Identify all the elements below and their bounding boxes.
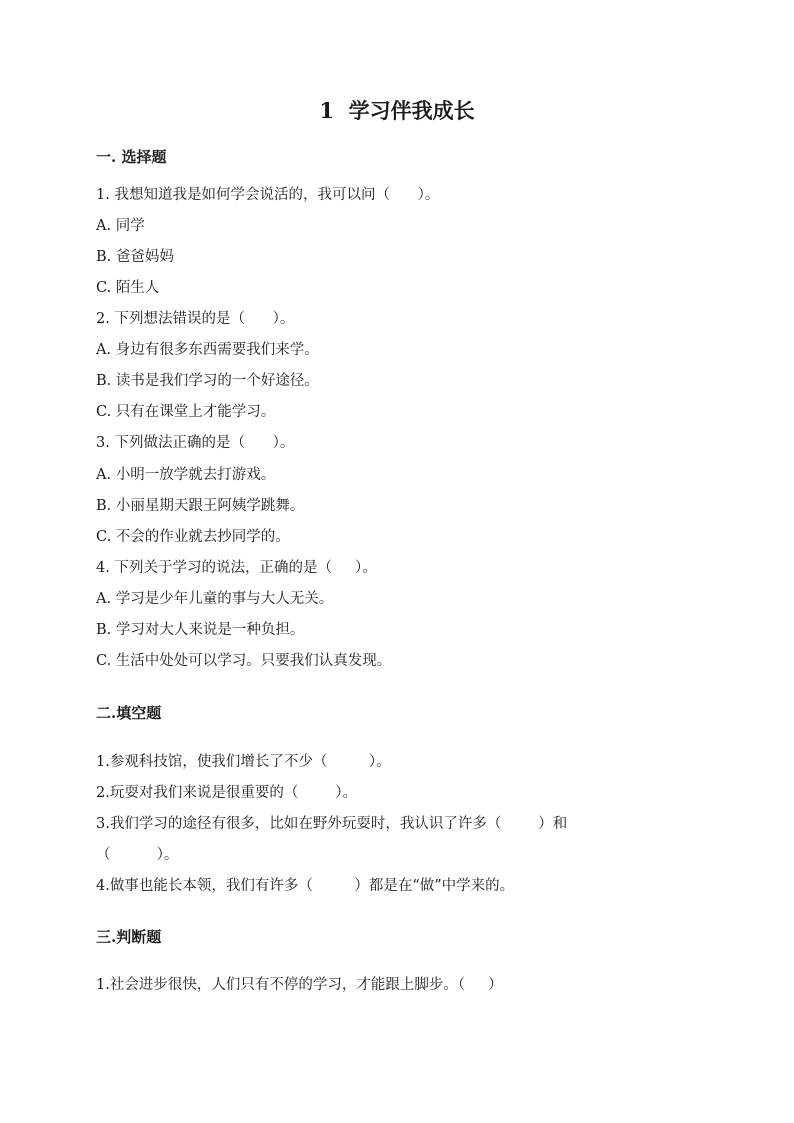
question-4: 4. 下列关于学习的说法，正确的是（ ）。 (96, 560, 377, 576)
option-3c: C. 不会的作业就去抄同学的。 (96, 529, 290, 545)
option-2b: B. 读书是我们学习的一个好途径。 (96, 373, 319, 389)
fill-question-3-line-2: （ ）。 (96, 847, 179, 863)
section-heading-judge: 三.判断题 (96, 928, 162, 946)
section-heading-choice: 一. 选择题 (96, 148, 167, 166)
option-3a: A. 小明一放学就去打游戏。 (96, 467, 276, 483)
option-4a: A. 学习是少年儿童的事与大人无关。 (96, 591, 334, 607)
question-2: 2. 下列想法错误的是（ ）。 (96, 311, 295, 327)
fill-question-1: 1.参观科技馆，使我们增长了不少（ ）。 (96, 754, 391, 770)
option-1b: B. 爸爸妈妈 (96, 249, 174, 265)
option-2c: C. 只有在课堂上才能学习。 (96, 404, 276, 420)
section-heading-fill: 二.填空题 (96, 704, 162, 722)
question-1: 1. 我想知道我是如何学会说活的，我可以问（ ）。 (96, 187, 440, 203)
option-4c: C. 生活中处处可以学习。只要我们认真发现。 (96, 653, 392, 669)
option-3b: B. 小丽星期天跟王阿姨学跳舞。 (96, 498, 305, 514)
option-1a: A. 同学 (96, 218, 145, 234)
option-2a: A. 身边有很多东西需要我们来学。 (96, 342, 319, 358)
question-3: 3. 下列做法正确的是（ ）。 (96, 435, 295, 451)
page-title: 1 学习伴我成长 (319, 98, 475, 123)
option-4b: B. 学习对大人来说是一种负担。 (96, 622, 305, 638)
judge-question-1: 1.社会进步很快，人们只有不停的学习，才能跟上脚步。（ ） (96, 977, 503, 993)
fill-question-4: 4.做事也能长本领，我们有许多（ ）都是在“做”中学来的。 (96, 878, 515, 894)
option-1c: C. 陌生人 (96, 280, 160, 296)
fill-question-2: 2.玩耍对我们来说是很重要的（ ）。 (96, 785, 357, 801)
fill-question-3-line-1: 3.我们学习的途径有很多，比如在野外玩耍时，我认识了许多（ ）和 (96, 816, 568, 832)
